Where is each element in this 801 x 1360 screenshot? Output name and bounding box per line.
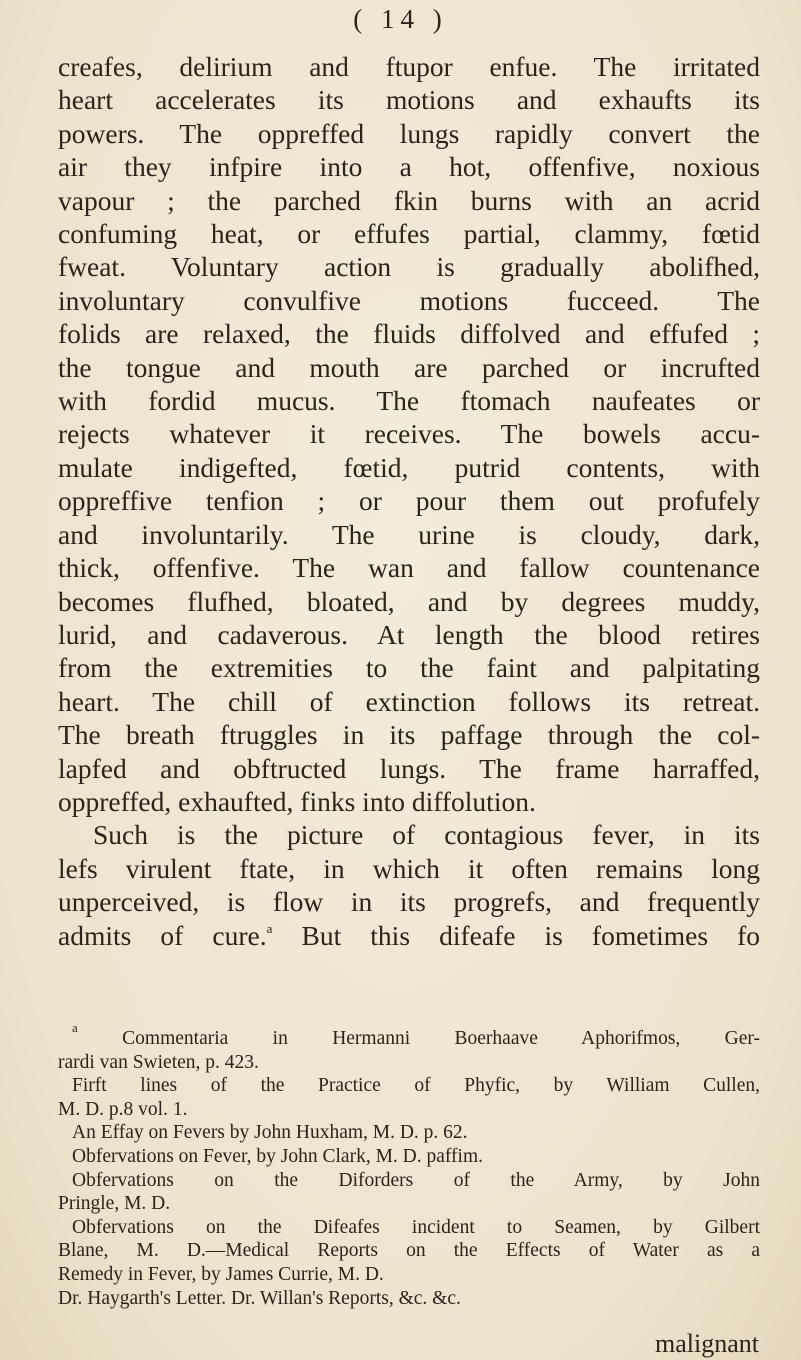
text-line: from the extremities to the faint and palpitating xyxy=(58,652,760,684)
footnote xyxy=(58,1020,761,1310)
text-line: vapour ; the parched fkin burns with an acrid xyxy=(58,184,760,216)
text-line: oppreffed, exhaufted, finks into diffolution. xyxy=(58,785,536,817)
text-line: air they infpire into a hot, offenfive, noxious xyxy=(58,151,760,183)
footnote-line: Remedy in Fever, by James Currie, M. D. xyxy=(58,1263,384,1285)
footnote-line: Obfervations on the Difeafes incident to Seamen, by Gilbert xyxy=(72,1216,760,1238)
text-after-note: But this difeafe is fometimes fo xyxy=(272,919,761,951)
text-line: and involuntarily. The urine is cloudy, dark, xyxy=(58,518,760,550)
footnote-marker: a xyxy=(72,1020,78,1035)
text-before-note: admits of cure. xyxy=(58,919,267,951)
text-line: heart. The chill of extinction follows its retreat. xyxy=(58,685,760,717)
text-line: lefs virulent ftate, in which it often remains long xyxy=(58,852,760,884)
text-line: powers. The oppreffed lungs rapidly convert the xyxy=(58,117,760,149)
catchword: malignant xyxy=(655,1329,759,1358)
footnote-line: Firft lines of the Practice of Phyfic, by William Cullen, xyxy=(72,1075,760,1097)
text-line: oppreffive tenfion ; or pour them out profufely xyxy=(58,485,760,517)
footnote-line: Obfervations on the Diforders of the Army, by John xyxy=(72,1169,760,1191)
text-line: rejects whatever it receives. The bowels accu- xyxy=(58,418,760,450)
footnote-line: Obfervations on Fever, by John Clark, M. D. paffim. xyxy=(72,1145,484,1167)
text-line: Such is the picture of contagious fever, in its xyxy=(93,819,760,851)
text-line: creafes, delirium and ftupor enfue. The irritated xyxy=(58,51,760,82)
text-line: fweat. Voluntary action is gradually abolifhed, xyxy=(58,251,760,283)
text-line: the tongue and mouth are parched or incrufted xyxy=(58,351,760,383)
footnote-line: An Effay on Fevers by John Huxham, M. D. p. 62. xyxy=(72,1122,468,1144)
footnote-line: $^a$ Commentaria in Hermanni Boerhaave Aphorifmos, Ger- xyxy=(72,1020,761,1049)
text-line: involuntary convulfive motions fucceed. The xyxy=(58,284,760,316)
page-number: ( 14 ) xyxy=(353,4,448,34)
text-line: folids are relaxed, the fluids diffolved and effufed ; xyxy=(58,318,760,350)
text-line: unperceived, is flow in its progrefs, and frequently xyxy=(58,886,760,918)
footnote-line: rardi van Swieten, p. 423. xyxy=(58,1051,259,1073)
footnote-line: M. D. p.8 vol. 1. xyxy=(58,1098,188,1120)
footnote-line: Dr. Haygarth's Letter. Dr. Willan's Reports, &c. &c. xyxy=(58,1287,461,1309)
text-line: confuming heat, or effufes partial, clammy, fœtid xyxy=(58,218,760,250)
main-text xyxy=(58,50,760,952)
text-line: mulate indigefted, fœtid, putrid contents, with xyxy=(58,451,760,483)
text-line: becomes flufhed, bloated, and by degrees muddy, xyxy=(58,585,760,617)
text-line: with fordid mucus. The ftomach naufeates or xyxy=(58,385,760,417)
text-line: lurid, and cadaverous. At length the blood retires xyxy=(58,618,760,650)
text-line: thick, offenfive. The wan and fallow countenance xyxy=(58,552,760,584)
footnote-line: Pringle, M. D. xyxy=(58,1193,171,1215)
footnote-line: Blane, M. D.—Medical Reports on the Effects of Water as a xyxy=(58,1240,760,1262)
text-line: heart accelerates its motions and exhaufts its xyxy=(58,84,760,116)
text-line: The breath ftruggles in its paffage through the col- xyxy=(58,719,760,751)
text-line: lapfed and obftructed lungs. The frame harraffed, xyxy=(58,752,760,784)
text-line-with-note xyxy=(58,919,760,952)
footnote-ref: a xyxy=(266,920,273,936)
